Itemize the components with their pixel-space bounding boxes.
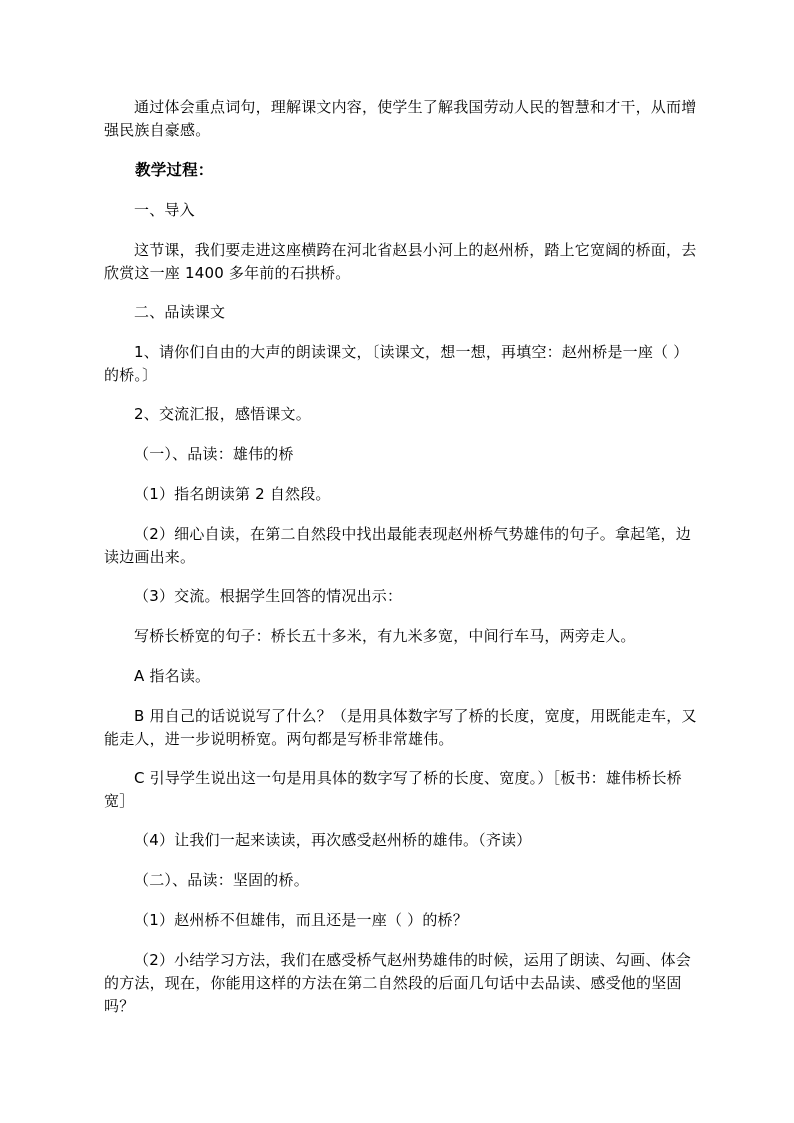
item-1-paragraph: （1）指名朗读第 2 自然段。: [134, 485, 331, 503]
subsection-heading-sturdy-bridge: （二）、品读：坚固的桥。: [134, 871, 309, 889]
introduction-paragraph: 这节课，我们要走进这座横跨在河北省赵县小河上的赵州桥，踏上它宽阔的桥面，去欣赏这一座 1400 多年前的石拱桥。: [104, 241, 697, 282]
item-b-paragraph: B 用自己的话说说写了什么？（是用具体数字写了桥的长度，宽度，用既能走车，又能走人，进一步说明桥宽。两句都是写桥非常雄伟。: [104, 707, 697, 748]
step-2-paragraph: 2、交流汇报，感悟课文。: [134, 405, 311, 423]
sturdy-item-1-paragraph: （1）赵州桥不但雄伟，而且还是一座（ ）的桥？: [134, 911, 468, 929]
item-4-paragraph: （4）让我们一起来读读，再次感受赵州桥的雄伟。（齐读）: [134, 831, 532, 849]
section-heading-reading: 二、品读课文: [134, 303, 226, 321]
document-body: [104, 96, 700, 1018]
bridge-size-sentence: 写桥长桥宽的句子：桥长五十多米，有九米多宽，中间行车马，两旁走人。: [134, 627, 636, 645]
item-a-paragraph: A 指名读。: [134, 667, 211, 685]
subsection-heading-majestic-bridge: （一）、品读：雄伟的桥: [134, 445, 294, 463]
item-c-paragraph: C 引导学生说出这一句是用具体的数字写了桥的长度、宽度。）［板书：雄伟桥长桥宽］: [104, 769, 682, 810]
section-heading-introduction: 一、导入: [134, 201, 195, 219]
item-3-paragraph: （3）交流。根据学生回答的情况出示：: [134, 587, 403, 605]
item-2-paragraph: （2）细心自读，在第二自然段中找出最能表现赵州桥气势雄伟的句子。拿起笔，边读边画出来。: [104, 525, 691, 566]
step-1-paragraph: 1、请你们自由的大声的朗读课文，〔读课文，想一想，再填空：赵州桥是一座（ ）的桥。〕: [104, 343, 689, 384]
section-heading-teaching-process: 教学过程：: [135, 161, 214, 179]
objective-paragraph: 通过体会重点词句，理解课文内容，使学生了解我国劳动人民的智慧和才干，从而增强民族自豪感。: [104, 98, 697, 139]
sturdy-item-2-paragraph: （2）小结学习方法，我们在感受桥气赵州势雄伟的时候，运用了朗读、勾画、体会的方法，现在，你能用这样的方法在第二自然段的后面几句话中去品读、感受他的坚固吗？: [104, 951, 691, 1015]
